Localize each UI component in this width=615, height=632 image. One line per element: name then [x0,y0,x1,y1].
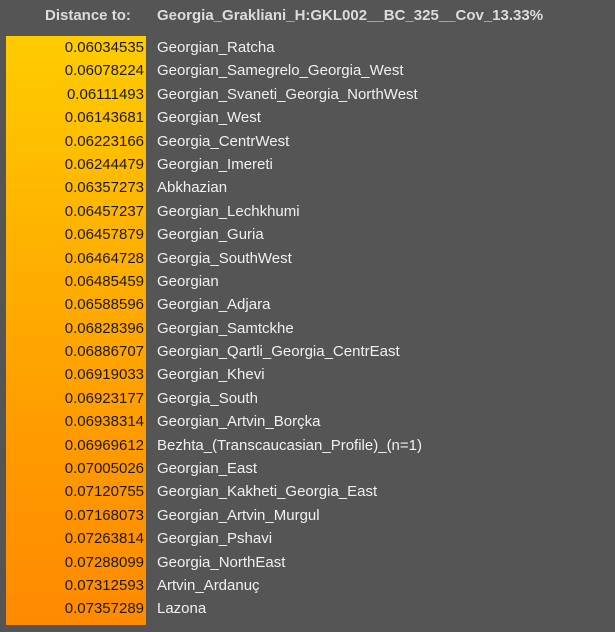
list-item [0,131,615,154]
population-name: Georgian_Lechkhumi [157,202,300,220]
distance-value: 0.06485459 [64,272,144,290]
population-name: Georgia_NorthEast [157,553,286,571]
distance-value: 0.06078224 [64,62,144,80]
distance-value: 0.06223166 [64,132,144,150]
distance-value: 0.07357289 [64,600,144,618]
population-name: Bezhta_(Transcaucasian_Profile)_(n=1) [157,436,422,454]
population-name: Georgian [157,272,219,290]
distance-value: 0.06588596 [64,296,144,314]
population-name: Georgian_Qartli_Georgia_CentrEast [157,343,400,361]
header [0,0,615,34]
population-name: Georgian_Khevi [157,366,265,384]
distance-value: 0.07288099 [64,553,144,571]
population-name: Georgia_South [157,389,258,407]
population-name: Georgian_Artvin_Murgul [157,506,320,524]
list-item [0,294,615,317]
list-item [0,341,615,364]
list-item [0,388,615,411]
target-sample-title: Georgia_Grakliani_H:GKL002__BC_325__Cov_13.33% [157,7,544,24]
list-item [0,201,615,224]
population-name: Georgian_West [157,109,261,127]
population-name: Georgian_Pshavi [157,530,273,548]
distance-value: 0.06244479 [64,155,144,173]
distance-value: 0.06034535 [64,39,144,56]
list-item [0,435,615,458]
population-name: Georgian_Samegrelo_Georgia_West [157,62,404,80]
population-name: Georgia_SouthWest [157,249,292,267]
distance-value: 0.06464728 [64,249,144,267]
population-name: Georgian_Ratcha [157,39,275,56]
distance-value: 0.07120755 [64,483,144,501]
list-item [0,552,615,575]
distance-value: 0.06938314 [64,413,144,431]
list-item [0,364,615,387]
list-item [0,84,615,107]
distance-value: 0.06457237 [64,202,144,220]
population-name: Georgian_Imereti [157,155,273,173]
population-name: Georgian_Adjara [157,296,271,314]
population-name: Georgian_Samtckhe [157,319,294,337]
list-item [0,177,615,200]
distance-value: 0.06457879 [64,226,144,244]
distance-value: 0.06969612 [64,436,144,454]
list-item [0,411,615,434]
distance-value: 0.07168073 [64,506,144,524]
distance-to-label: Distance to: [45,7,131,24]
population-name: Lazona [157,600,207,618]
distance-value: 0.07312593 [64,576,144,594]
list-item [0,318,615,341]
list-item [0,271,615,294]
population-name: Georgian_East [157,460,258,478]
list-item [0,224,615,247]
list-item [0,248,615,271]
distance-value: 0.07005026 [64,460,144,478]
distance-value: 0.06886707 [64,343,144,361]
list-item [0,575,615,598]
population-name: Georgian_Svaneti_Georgia_NorthWest [157,85,418,103]
list-item [0,598,615,621]
distance-value: 0.06357273 [64,179,144,197]
distance-value: 0.07263814 [64,530,144,548]
distance-value: 0.06828396 [64,319,144,337]
population-name: Georgian_Guria [157,226,264,244]
list-item [0,37,615,60]
list-item [0,60,615,83]
distance-value: 0.06143681 [64,109,144,127]
list-item [0,458,615,481]
distance-value: 0.06923177 [64,389,144,407]
list-item [0,481,615,504]
distance-list [0,37,615,622]
list-item [0,528,615,551]
list-item [0,154,615,177]
population-name: Georgian_Artvin_Borçka [157,413,321,431]
population-name: Georgian_Kakheti_Georgia_East [157,483,378,501]
list-item [0,505,615,528]
population-name: Georgia_CentrWest [157,132,290,150]
population-name: Artvin_Ardanuç [157,576,260,594]
list-item [0,107,615,130]
population-name: Abkhazian [157,179,228,197]
distance-value: 0.06919033 [64,366,144,384]
distance-value: 0.06111493 [66,85,144,103]
